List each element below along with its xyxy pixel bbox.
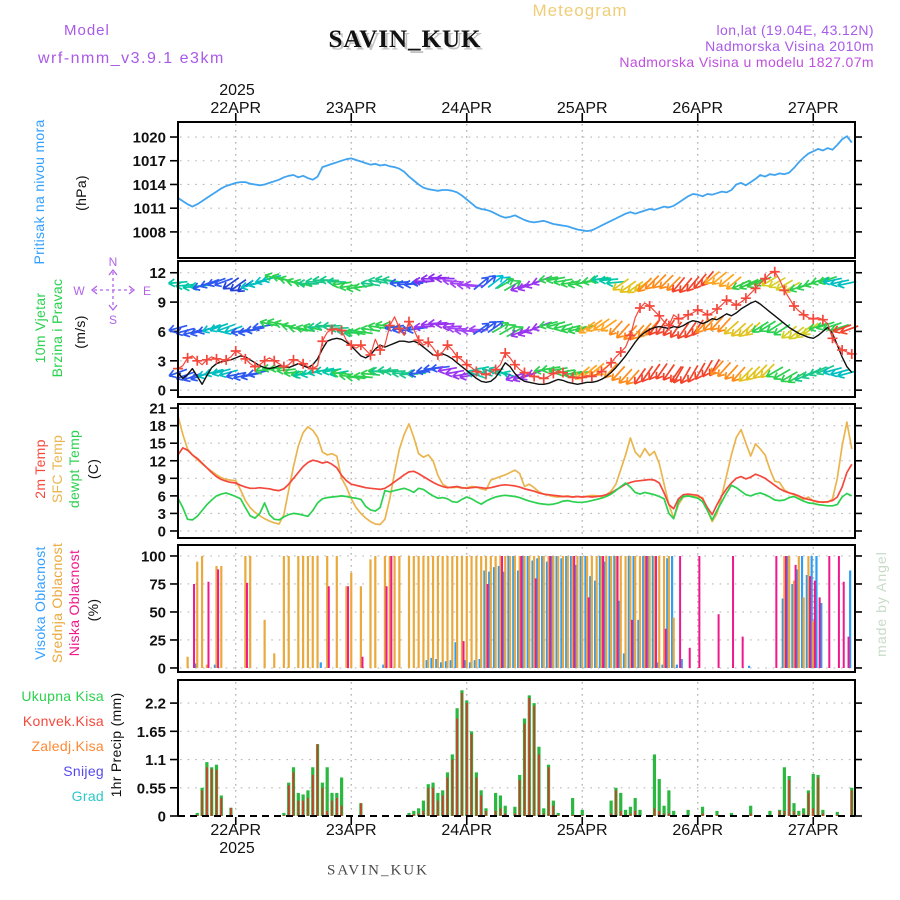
temp-unit-label: (C) <box>85 458 101 480</box>
svg-text:50: 50 <box>149 604 166 622</box>
precip-snijeg-label: Snijeg <box>63 763 104 779</box>
svg-text:3: 3 <box>157 505 166 523</box>
svg-text:6: 6 <box>157 323 166 341</box>
svg-text:9: 9 <box>157 470 166 488</box>
station-title: SAVIN_KUK <box>328 26 482 53</box>
svg-text:12: 12 <box>149 453 166 471</box>
svg-text:18: 18 <box>149 418 166 436</box>
axis-day-label: 24APR <box>441 100 493 117</box>
footer-station-name: SAVIN_KUK <box>327 862 429 879</box>
svg-text:0.55: 0.55 <box>136 780 166 798</box>
meteogram-watermark: Meteogram <box>532 1 628 20</box>
axis-day-label: 24APR <box>441 822 493 839</box>
svg-text:3: 3 <box>157 353 166 371</box>
svg-text:2.2: 2.2 <box>145 695 166 713</box>
axis-day-label: 25APR <box>556 100 608 117</box>
temp-dewpt-label: dewpt Temp <box>66 429 82 509</box>
svg-text:1020: 1020 <box>132 129 166 147</box>
cloud-unit-label: (%) <box>85 598 101 622</box>
svg-text:0: 0 <box>157 660 166 678</box>
svg-text:6: 6 <box>157 488 166 506</box>
cloud-srednja-label: Srednja Oblacnost <box>49 542 65 664</box>
precip-grad-label: Grad <box>71 788 104 804</box>
cloud-niska-label: Niska Oblacnost <box>66 549 82 657</box>
pressure-axis-title: Pritisak na nivou mora <box>31 119 47 265</box>
svg-text:25: 25 <box>149 632 166 650</box>
svg-text:1014: 1014 <box>132 176 166 194</box>
svg-text:0: 0 <box>157 523 166 541</box>
svg-text:9: 9 <box>157 294 166 312</box>
model-elevation-text: Nadmorska Visina u modelu 1827.07m <box>619 54 874 70</box>
wind-axis-title-2: Brzina i Pravac <box>49 278 65 378</box>
axis-day-label: 25APR <box>556 822 608 839</box>
lonlat-text: lon,lat (19.04E, 43.12N) <box>716 22 874 38</box>
axis-day-label: 27APR <box>787 100 839 117</box>
model-version: wrf-nmm_v3.9.1 e3km <box>38 50 225 67</box>
precip-konvek-label: Konvek.Kisa <box>22 713 104 729</box>
axis-day-label: 22APR <box>210 822 262 839</box>
svg-text:75: 75 <box>149 576 166 594</box>
svg-text:0: 0 <box>157 808 166 826</box>
axis-day-label: 27APR <box>787 822 839 839</box>
compass-n-label: N <box>108 255 118 269</box>
svg-text:0: 0 <box>157 382 166 400</box>
svg-text:1011: 1011 <box>133 200 166 218</box>
model-label: Model <box>64 22 110 39</box>
bottom-axis-year: 2025 <box>219 840 255 857</box>
precip-zaledj-label: Zaledj.Kisa <box>31 738 104 754</box>
side-watermark: made by Angel <box>873 551 889 657</box>
svg-text:12: 12 <box>149 265 166 283</box>
precip-unit-label: 1hr Precip (mm) <box>108 692 124 798</box>
svg-text:15: 15 <box>149 435 166 453</box>
top-axis-year: 2025 <box>219 82 255 99</box>
axis-day-label: 26APR <box>672 822 724 839</box>
pressure-unit-label: (hPa) <box>73 175 89 211</box>
svg-text:21: 21 <box>149 400 166 418</box>
axis-day-label: 23APR <box>325 822 377 839</box>
precip-ukupna-label: Ukupna Kisa <box>21 688 104 704</box>
svg-text:1.1: 1.1 <box>145 752 166 770</box>
svg-text:100: 100 <box>140 548 166 566</box>
compass-e-label: E <box>142 284 152 298</box>
wind-axis-title-1: 10m Vjetar <box>32 292 48 364</box>
svg-text:1017: 1017 <box>132 153 166 171</box>
cloud-visoka-label: Visoka Oblacnost <box>32 546 48 660</box>
axis-day-label: 26APR <box>672 100 724 117</box>
temp-sfc-label: SFC Temp <box>49 434 65 504</box>
axis-day-label: 22APR <box>210 100 262 117</box>
compass-s-label: S <box>108 313 118 327</box>
elevation-text: Nadmorska Visina 2010m <box>705 38 874 54</box>
svg-text:1008: 1008 <box>132 224 166 242</box>
temp-2m-label: 2m Temp <box>32 439 48 499</box>
wind-unit-label: (m/s) <box>72 315 88 349</box>
svg-text:1.65: 1.65 <box>136 723 166 741</box>
axis-day-label: 23APR <box>325 100 377 117</box>
compass-w-label: W <box>73 284 85 298</box>
